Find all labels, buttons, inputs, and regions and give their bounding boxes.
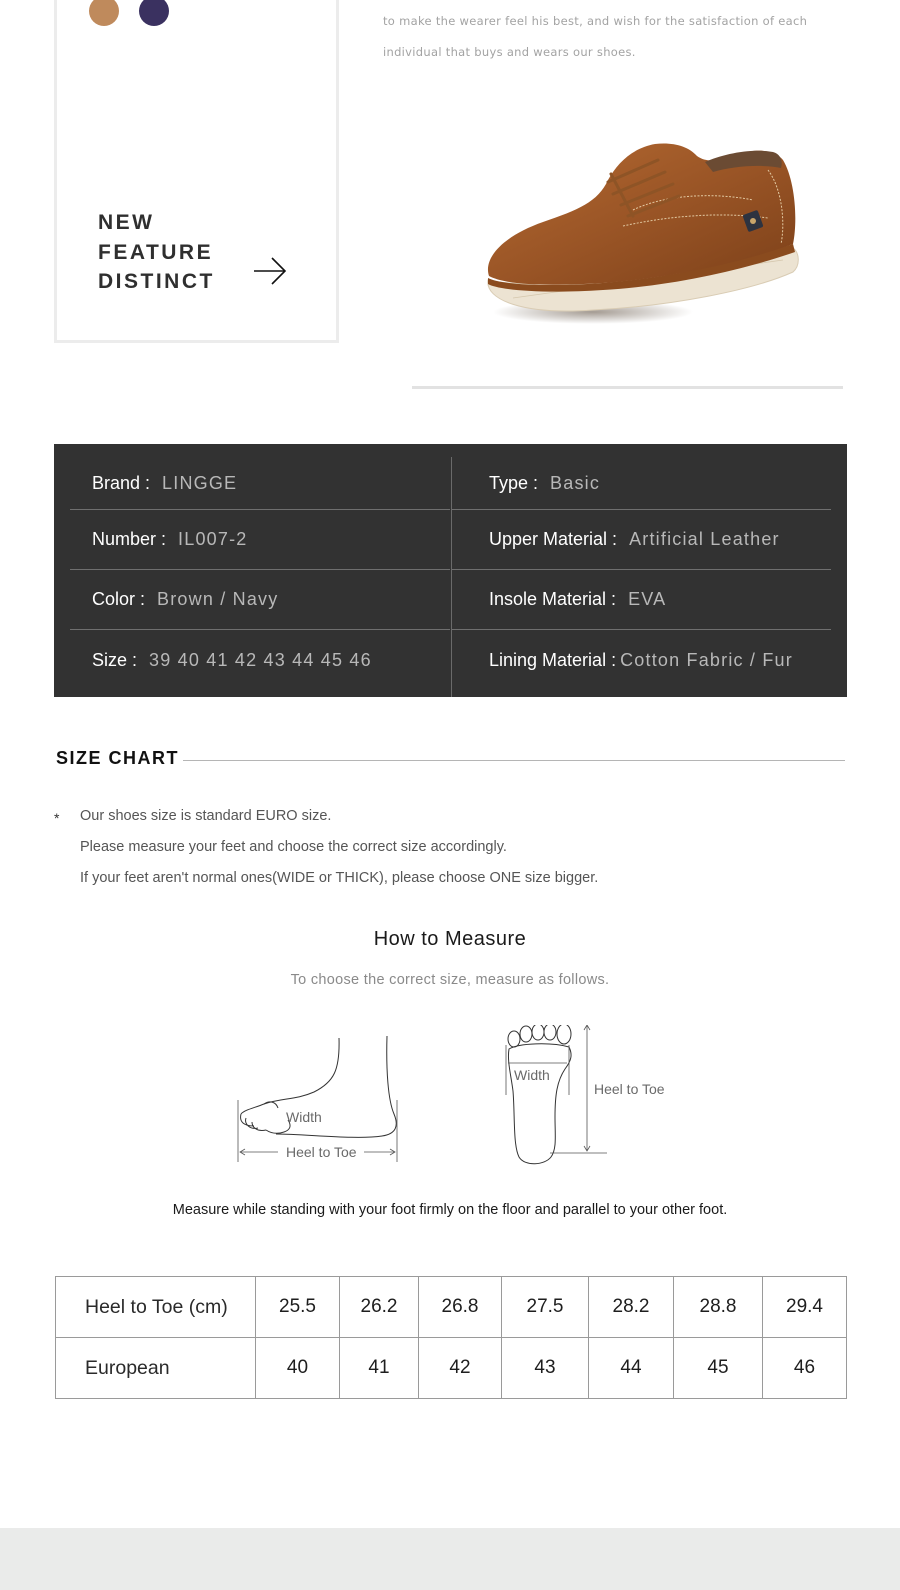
spec-row-brand: [70, 457, 450, 510]
measure-title: How to Measure: [373, 928, 527, 950]
table-row: [56, 1338, 847, 1399]
spec-row-upper-material: [452, 510, 831, 570]
hero-divider: [412, 386, 843, 389]
foot-side-diagram-icon: [236, 1030, 411, 1170]
spec-label: Size :: [92, 649, 138, 670]
spec-row-lining-material: [452, 630, 831, 690]
spec-row-insole-material: [452, 570, 831, 630]
row-header: European: [56, 1338, 256, 1399]
table-cell: 29.4: [763, 1277, 847, 1338]
spec-row-size: [70, 630, 450, 690]
spec-value: Basic: [550, 472, 601, 493]
spec-label: Color :: [92, 589, 146, 609]
spec-label: Lining Material :: [489, 649, 617, 670]
table-cell: 42: [419, 1338, 502, 1399]
heel-to-toe-label: Heel to Toe: [594, 1081, 665, 1097]
spec-row-color: [70, 570, 450, 630]
table-cell: 45: [674, 1338, 763, 1399]
measure-instruction: Measure while standing with your foot firmly on the floor and parallel to your other foot.: [172, 1202, 728, 1218]
feature-line: FEATURE: [98, 240, 214, 264]
foot-sole-diagram-icon: [505, 1025, 685, 1170]
color-swatch-brown[interactable]: [89, 0, 119, 26]
size-notes: [54, 806, 814, 899]
measure-subtitle: To choose the correct size, measure as follows.: [290, 972, 610, 988]
note-item: [54, 837, 814, 868]
spec-value: LINGGE: [162, 472, 238, 493]
feature-card: [54, 0, 339, 343]
spec-row-number: [70, 510, 450, 570]
table-cell: 28.8: [674, 1277, 763, 1338]
table-cell: 41: [340, 1338, 419, 1399]
table-cell: 40: [256, 1338, 340, 1399]
brand-intro: [383, 6, 843, 67]
note-item: [54, 868, 814, 899]
spec-column-right: [451, 457, 831, 697]
spec-value: Cotton Fabric / Fur: [620, 649, 793, 670]
table-cell: 26.8: [419, 1277, 502, 1338]
spec-label: Insole Material :: [489, 589, 617, 609]
table-row: [56, 1277, 847, 1338]
heel-to-toe-label: Heel to Toe: [286, 1144, 357, 1160]
note-item: [54, 806, 814, 837]
note-text: Our shoes size is standard EURO size.: [80, 808, 332, 824]
table-cell: 28.2: [589, 1277, 674, 1338]
shoe-product-image: [483, 140, 813, 330]
spec-label: Number :: [92, 529, 167, 549]
color-swatch-navy[interactable]: [139, 0, 169, 26]
footer-band: [0, 1528, 900, 1590]
row-header: Heel to Toe (cm): [56, 1277, 256, 1338]
spec-value: IL007-2: [178, 529, 248, 549]
note-text: If your feet aren't normal ones(WIDE or THICK), please choose ONE size bigger.: [80, 870, 599, 886]
asterisk-icon: *: [54, 810, 60, 826]
table-cell: 26.2: [340, 1277, 419, 1338]
width-label: Width: [286, 1109, 322, 1125]
table-cell: 25.5: [256, 1277, 340, 1338]
spec-value: Brown / Navy: [157, 589, 279, 609]
spec-table: [54, 444, 847, 697]
intro-line: individual that buys and wears our shoes.: [383, 44, 636, 59]
intro-line: to make the wearer feel his best, and wish for the satisfaction of each: [383, 14, 808, 28]
feature-line: DISTINCT: [98, 270, 215, 293]
width-label: Width: [514, 1067, 550, 1083]
spec-value: EVA: [628, 589, 667, 609]
table-cell: 44: [589, 1338, 674, 1399]
spec-value: Artificial Leather: [629, 529, 780, 549]
spec-row-type: [452, 457, 831, 510]
spec-label: Type :: [489, 472, 539, 493]
size-chart-heading: SIZE CHART: [56, 748, 179, 768]
spec-label: Brand :: [92, 472, 151, 493]
arrow-right-icon[interactable]: [253, 255, 287, 287]
table-cell: 43: [502, 1338, 589, 1399]
heading-rule: [183, 760, 845, 761]
feature-line: NEW: [98, 211, 155, 234]
spec-column-left: [70, 457, 450, 690]
spec-label: Upper Material :: [489, 529, 618, 549]
table-cell: 46: [763, 1338, 847, 1399]
table-cell: 27.5: [502, 1277, 589, 1338]
feature-headline: [98, 208, 215, 297]
size-table: [55, 1276, 847, 1399]
spec-value: 39 40 41 42 43 44 45 46: [149, 649, 372, 670]
note-text: Please measure your feet and choose the correct size accordingly.: [80, 839, 507, 855]
